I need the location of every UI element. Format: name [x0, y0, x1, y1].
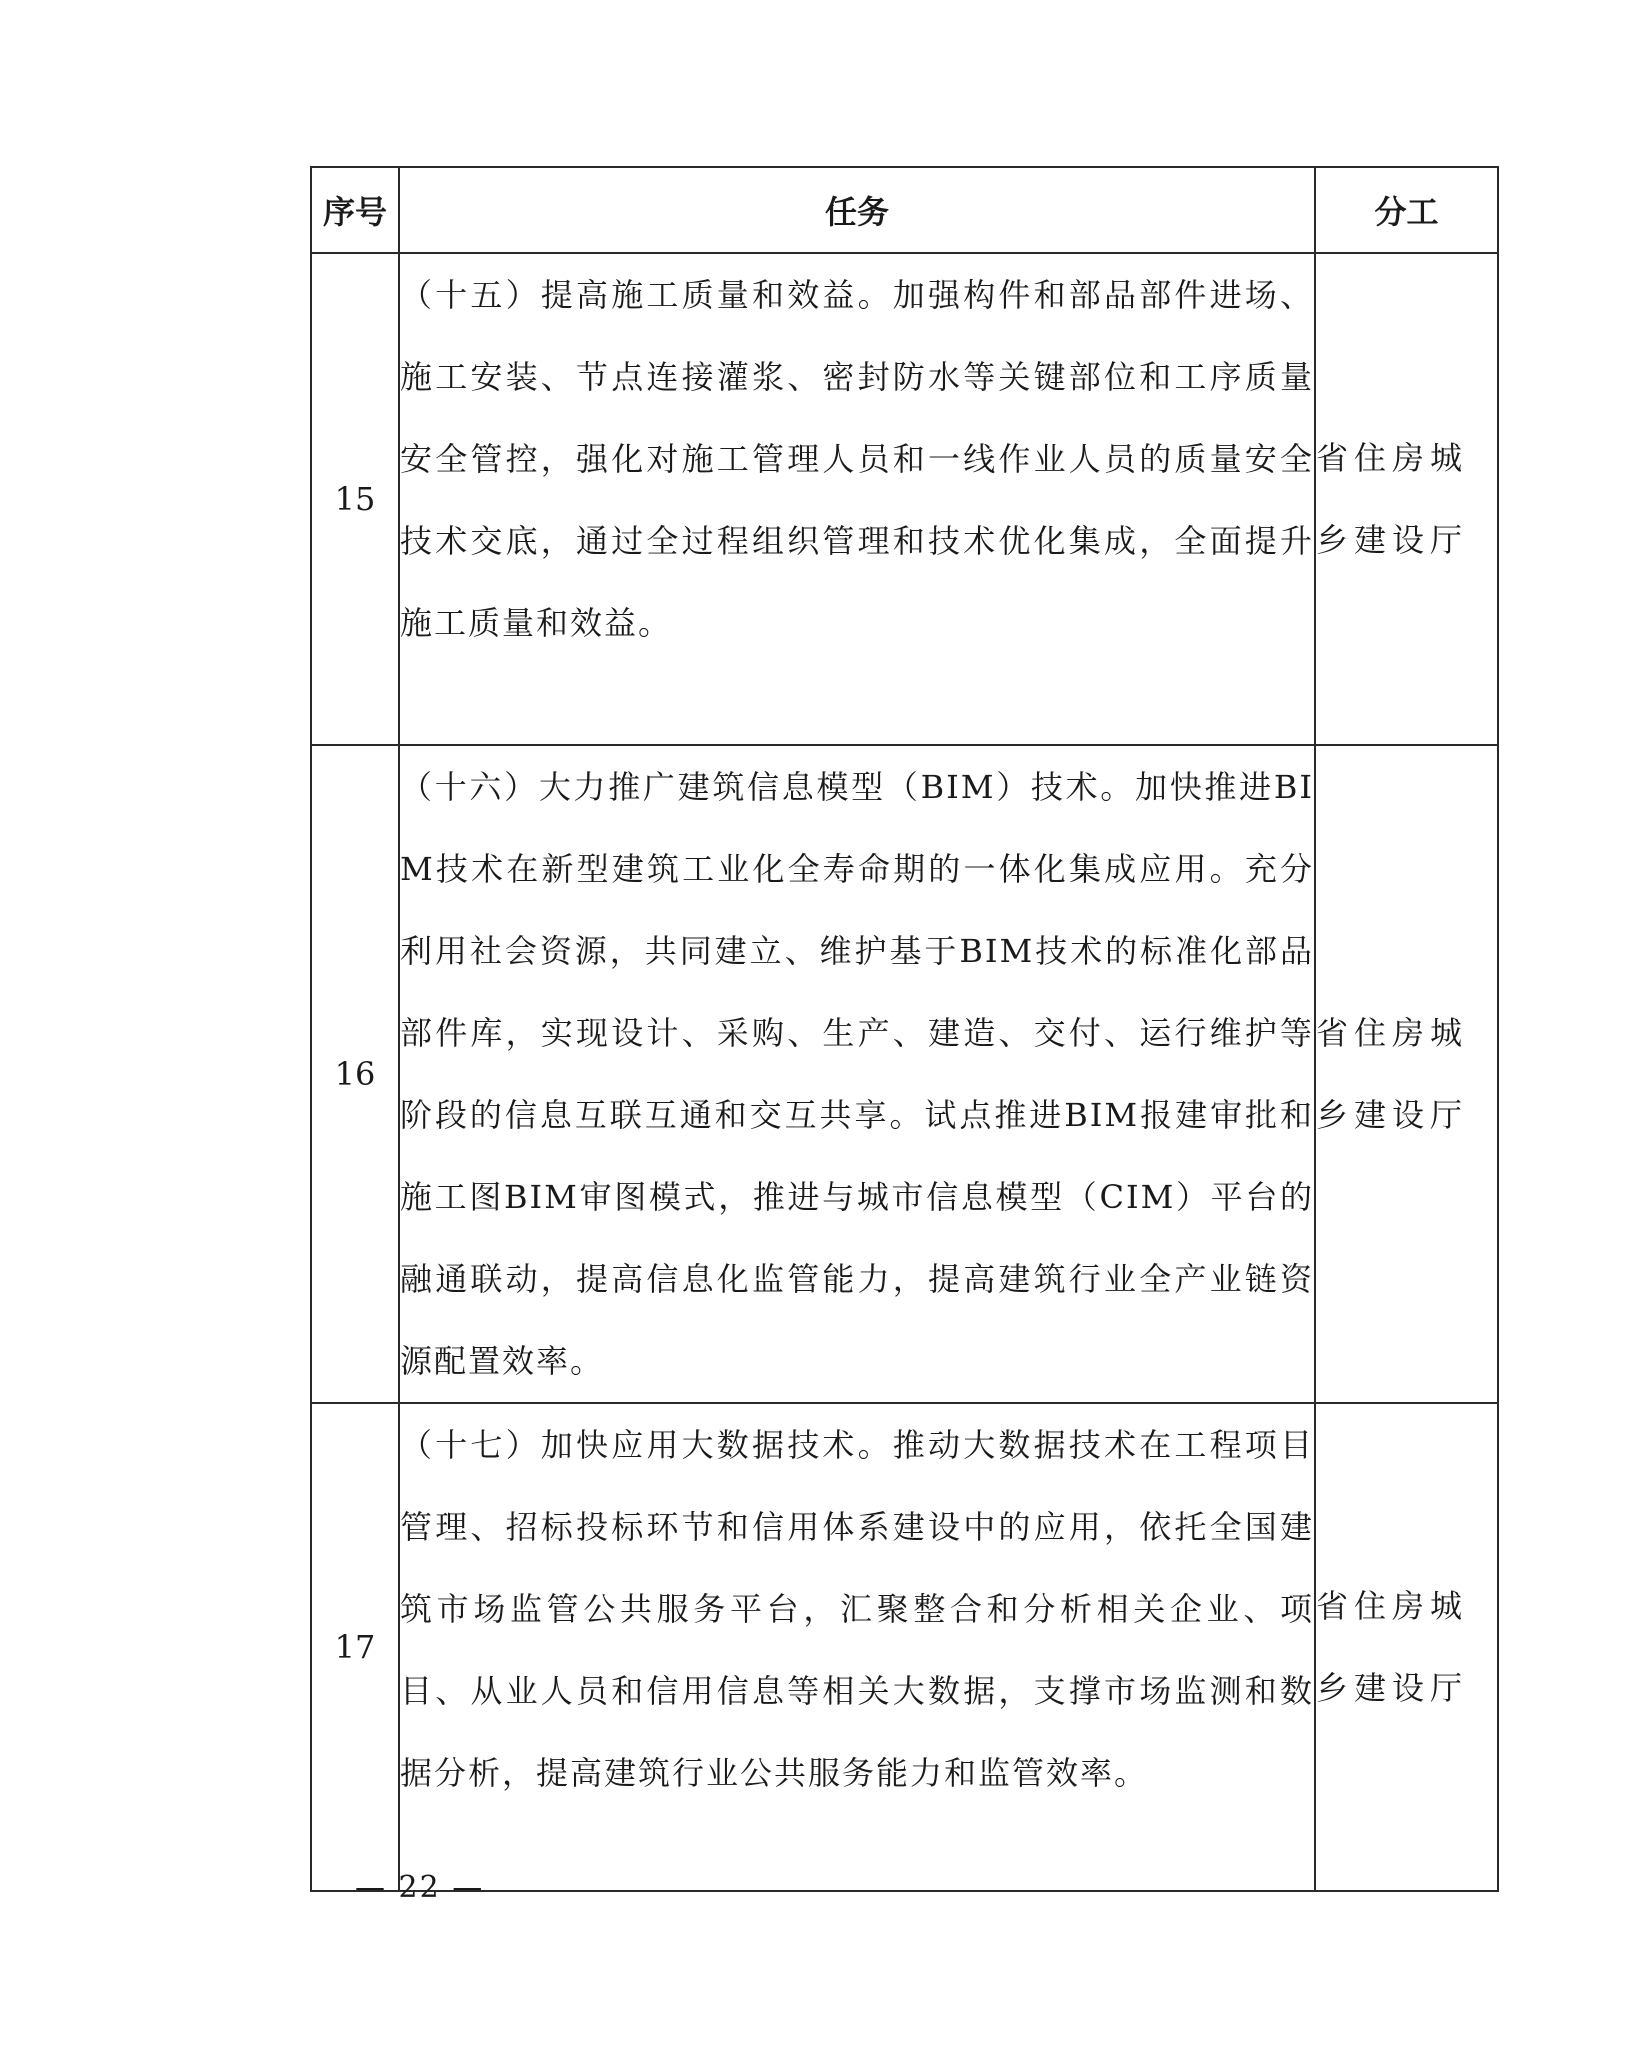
row-number: 15	[311, 253, 399, 745]
row-division: 省住房城乡建设厅	[1315, 745, 1498, 1403]
row-number: 16	[311, 745, 399, 1403]
table-row	[311, 745, 1498, 1403]
row-division: 省住房城乡建设厅	[1315, 1403, 1498, 1891]
table-row	[311, 253, 1498, 745]
table-row	[311, 1403, 1498, 1891]
header-number: 序号	[311, 167, 399, 253]
row-task: （十七）加快应用大数据技术。推动大数据技术在工程项目管理、招标投标环节和信用体系建设中的应用，依托全国建筑市场监管公共服务平台，汇聚整合和分析相关企业、项目、从业人员和信用信息等相关大数据，支撑市场监测和数据分析，提高建筑行业公共服务能力和监管效率。	[399, 1403, 1315, 1891]
row-task: （十六）大力推广建筑信息模型（BIM）技术。加快推进BIM技术在新型建筑工业化全寿命期的一体化集成应用。充分利用社会资源，共同建立、维护基于BIM技术的标准化部品部件库，实现设计、采购、生产、建造、交付、运行维护等阶段的信息互联互通和交互共享。试点推进BIM报建审批和施工图BIM审图模式，推进与城市信息模型（CIM）平台的融通联动，提高信息化监管能力，提高建筑行业全产业链资源配置效率。	[399, 745, 1315, 1403]
page-number: — 22 —	[355, 1870, 485, 1905]
header-task: 任务	[399, 167, 1315, 253]
table-header-row	[311, 167, 1498, 253]
row-number: 17	[311, 1403, 399, 1891]
row-task: （十五）提高施工质量和效益。加强构件和部品部件进场、施工安装、节点连接灌浆、密封防水等关键部位和工序质量安全管控，强化对施工管理人员和一线作业人员的质量安全技术交底，通过全过程组织管理和技术优化集成，全面提升施工质量和效益。	[399, 253, 1315, 745]
task-table	[310, 166, 1499, 1892]
header-division: 分工	[1315, 167, 1498, 253]
row-division: 省住房城乡建设厅	[1315, 253, 1498, 745]
